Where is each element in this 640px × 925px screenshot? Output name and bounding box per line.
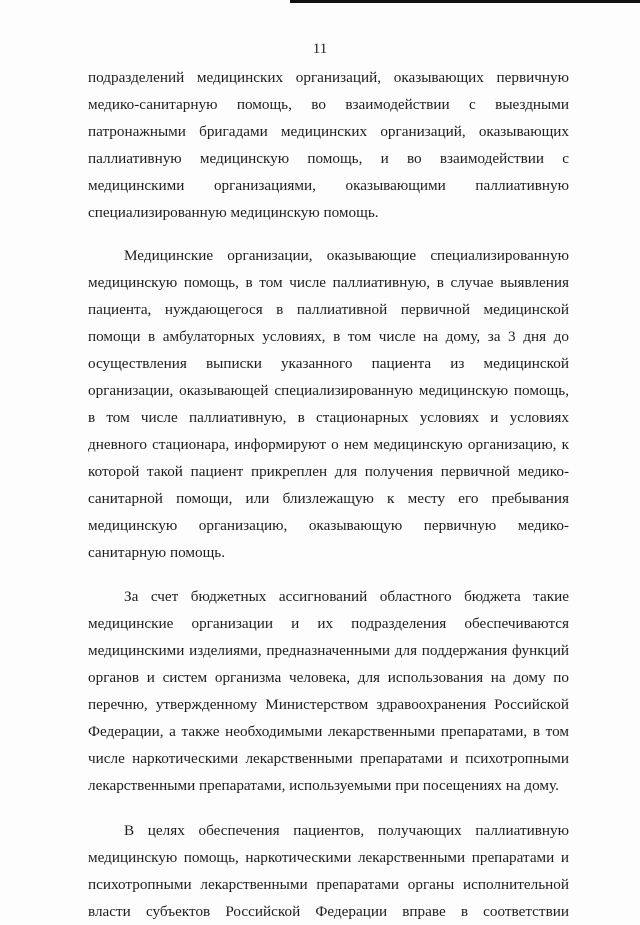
- text-line: За счет бюджетных ассигнований областного бюджета такие: [124, 588, 569, 605]
- text-line: лекарственными препаратами, используемыми при посещениях на дому.: [88, 777, 559, 794]
- text-line: дневного стационара, информируют о нем медицинскую организацию, к: [88, 436, 569, 453]
- text-line: помощи в амбулаторных условиях, в том числе на дому, за 3 дня до: [88, 328, 569, 345]
- paragraph-2: [88, 242, 569, 566]
- text-line: специализированную медицинскую помощь.: [88, 204, 379, 221]
- text-line: санитарной помощи, или близлежащую к месту его пребывания: [88, 490, 569, 507]
- text-line: организации, оказывающей специализированную медицинскую помощь,: [88, 382, 569, 399]
- text-line: паллиативную медицинскую помощь, и во взаимодействии с: [88, 150, 569, 167]
- paragraph-1: [88, 64, 569, 226]
- text-line: числе наркотическими лекарственными препаратами и психотропными: [88, 750, 569, 767]
- text-line: перечню, утвержденному Министерством здравоохранения Российской: [88, 696, 569, 713]
- text-line: медицинские организации и их подразделения обеспечиваются: [88, 615, 569, 632]
- text-line: медицинскую организацию, оказывающую первичную медико-: [88, 517, 569, 534]
- text-line: которой такой пациент прикреплен для получения первичной медико-: [88, 463, 569, 480]
- top-edge-line: [290, 0, 640, 3]
- document-body: [88, 64, 569, 925]
- text-line: медицинскими организациями, оказывающими паллиативную: [88, 177, 569, 194]
- paragraph-3: [88, 583, 569, 799]
- text-line: санитарную помощь.: [88, 544, 225, 561]
- text-line: подразделений медицинских организаций, оказывающих первичную: [88, 69, 569, 86]
- text-line: медицинскую помощь, в том числе паллиативную, в случае выявления: [88, 274, 569, 291]
- text-line: медико-санитарную помощь, во взаимодействии с выездными: [88, 96, 569, 113]
- text-line: Федерации, а также необходимыми лекарственными препаратами, в том: [88, 723, 569, 740]
- text-line: власти субъектов Российской Федерации вправе в соответствии: [88, 903, 569, 920]
- text-line: патронажными бригадами медицинских организаций, оказывающих: [88, 123, 569, 140]
- text-line: в том числе паллиативную, в стационарных условиях и условиях: [88, 409, 569, 426]
- page-number: 11: [312, 41, 328, 57]
- paragraph-4: [88, 817, 569, 925]
- text-line: психотропными лекарственными препаратами органы исполнительной: [88, 876, 569, 893]
- text-line: медицинскими изделиями, предназначенными для поддержания функций: [88, 642, 569, 659]
- text-line: органов и систем организма человека, для использования на дому по: [88, 669, 569, 686]
- text-line: осуществления выписки указанного пациента из медицинской: [88, 355, 569, 372]
- text-line: медицинскую помощь, наркотическими лекарственными препаратами и: [88, 849, 569, 866]
- text-line: В целях обеспечения пациентов, получающих паллиативную: [124, 822, 569, 839]
- text-line: пациента, нуждающегося в паллиативной первичной медицинской: [88, 301, 569, 318]
- text-line: Медицинские организации, оказывающие специализированную: [124, 247, 569, 264]
